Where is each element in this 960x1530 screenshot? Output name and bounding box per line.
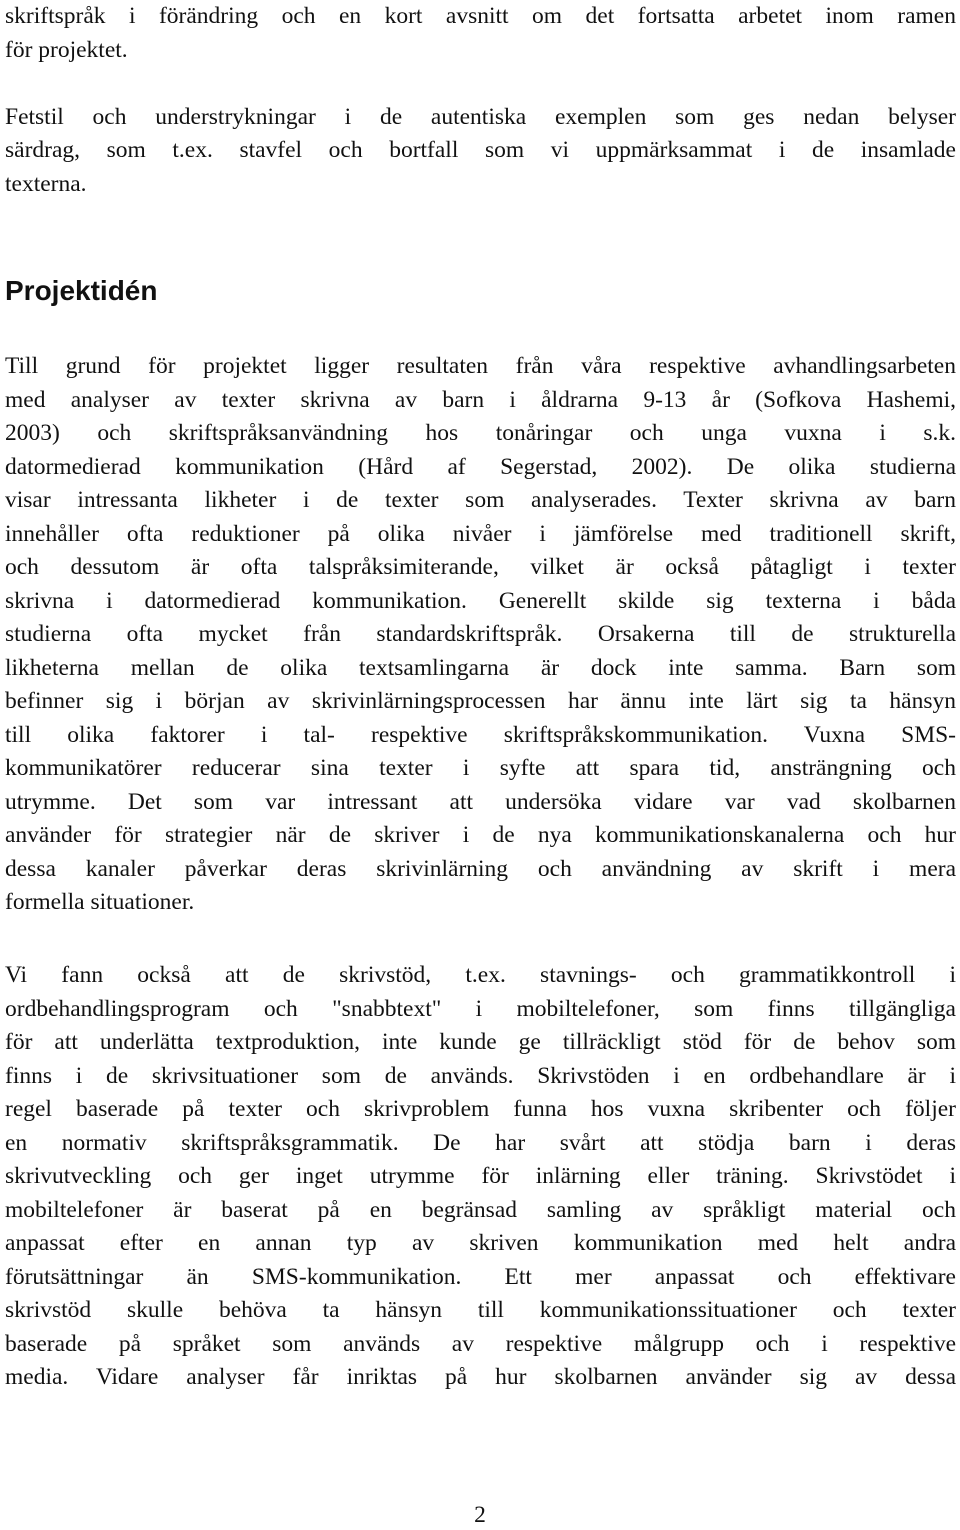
text-line: kommunikatörer reducerar sina texter i syfte att spara tid, ansträngning och	[5, 755, 956, 781]
text-line: visar intressanta likheter i de texter som analyserades. Texter skrivna av barn	[5, 487, 956, 513]
text-line: för projektet.	[5, 36, 128, 63]
text-line: texterna.	[5, 170, 87, 197]
text-line: innehåller ofta reduktioner på olika nivåer i jämförelse med traditionell skrift,	[5, 520, 956, 547]
text-line: särdrag, som t.ex. stavfel och bortfall som vi uppmärksammat i de insamlade	[5, 137, 956, 163]
text-line: ordbehandlingsprogram och "snabbtext" i mobiltelefoner, som finns tillgängliga	[5, 995, 956, 1022]
text-line: och dessutom är ofta talspråksimiterande, vilket är också påtagligt i texter	[5, 554, 956, 580]
text-line: 2003) och skriftspråksanvändning hos tonåringar och unga vuxna i s.k.	[5, 420, 956, 446]
text-line: anpassat efter en annan typ av skriven kommunikation med helt andra	[5, 1230, 956, 1256]
text-line: baserade på språket som används av respektive målgrupp och i respektive	[5, 1330, 956, 1357]
text-line: media. Vidare analyser får inriktas på hur skolbarnen använder sig av dessa	[5, 1364, 956, 1390]
text-line: mobiltelefoner är baserat på en begränsad samling av språkligt material och	[5, 1196, 956, 1223]
text-line	[5, 67, 956, 101]
text-line: skrivutveckling och ger inget utrymme för inlärning eller träning. Skrivstödet i	[5, 1163, 956, 1189]
text-line: Vi fann också att de skrivstöd, t.ex. stavnings- och grammatikkontroll i	[5, 962, 956, 988]
text-line: skrivna i datormedierad kommunikation. Generellt skilde sig texterna i båda	[5, 587, 956, 614]
page-number: 2	[474, 1502, 486, 1528]
text-line: skrivstöd skulle behöva ta hänsyn till kommunikationssituationer och texter	[5, 1297, 956, 1323]
text-line: befinner sig i början av skrivinlärningsprocessen har ännu inte lärt sig ta hänsyn	[5, 688, 956, 714]
text-line: använder för strategier när de skriver i de nya kommunikationskanalerna och hur	[5, 822, 956, 848]
text-line: till olika faktorer i tal- respektive skriftspråkskommunikation. Vuxna SMS-	[5, 721, 956, 748]
text-line: dessa kanaler påverkar deras skrivinlärning och användning av skrift i mera	[5, 855, 956, 882]
body-paragraph-1	[5, 350, 956, 920]
intro-paragraph	[5, 0, 956, 201]
text-line: studierna ofta mycket från standardskriftspråk. Orsakerna till de strukturella	[5, 621, 956, 647]
text-line: utrymme. Det som var intressant att undersöka vidare var vad skolbarnen	[5, 788, 956, 815]
text-line: likheterna mellan de olika textsamlingarna är dock inte samma. Barn som	[5, 654, 956, 681]
text-line: Till grund för projektet ligger resultaten från våra respektive avhandlingsarbeten	[5, 353, 956, 379]
text-line: en normativ skriftspråksgrammatik. De har svårt att stödja barn i deras	[5, 1129, 956, 1156]
text-line: med analyser av texter skrivna av barn i åldrarna 9-13 år (Sofkova Hashemi,	[5, 386, 956, 413]
text-line: för att underlätta textproduktion, inte kunde ge tillräckligt stöd för de behov som	[5, 1029, 956, 1055]
text-line: datormedierad kommunikation (Hård af Segerstad, 2002). De olika studierna	[5, 453, 956, 480]
section-heading-block	[5, 274, 956, 308]
text-line: finns i de skrivsituationer som de används. Skrivstöden i en ordbehandlare är i	[5, 1062, 956, 1089]
text-line: skriftspråk i förändring och en kort avsnitt om det fortsatta arbetet inom ramen	[5, 3, 956, 29]
text-line: förutsättningar än SMS-kommunikation. Ett mer anpassat och effektivare	[5, 1263, 956, 1290]
text-line: Fetstil och understrykningar i de autentiska exemplen som ges nedan belyser	[5, 103, 956, 130]
section-heading: Projektidén	[5, 275, 158, 306]
text-line: formella situationer.	[5, 889, 195, 915]
text-line: regel baserade på texter och skrivproblem funna hos vuxna skribenter och följer	[5, 1096, 956, 1122]
body-paragraph-2	[5, 959, 956, 1395]
